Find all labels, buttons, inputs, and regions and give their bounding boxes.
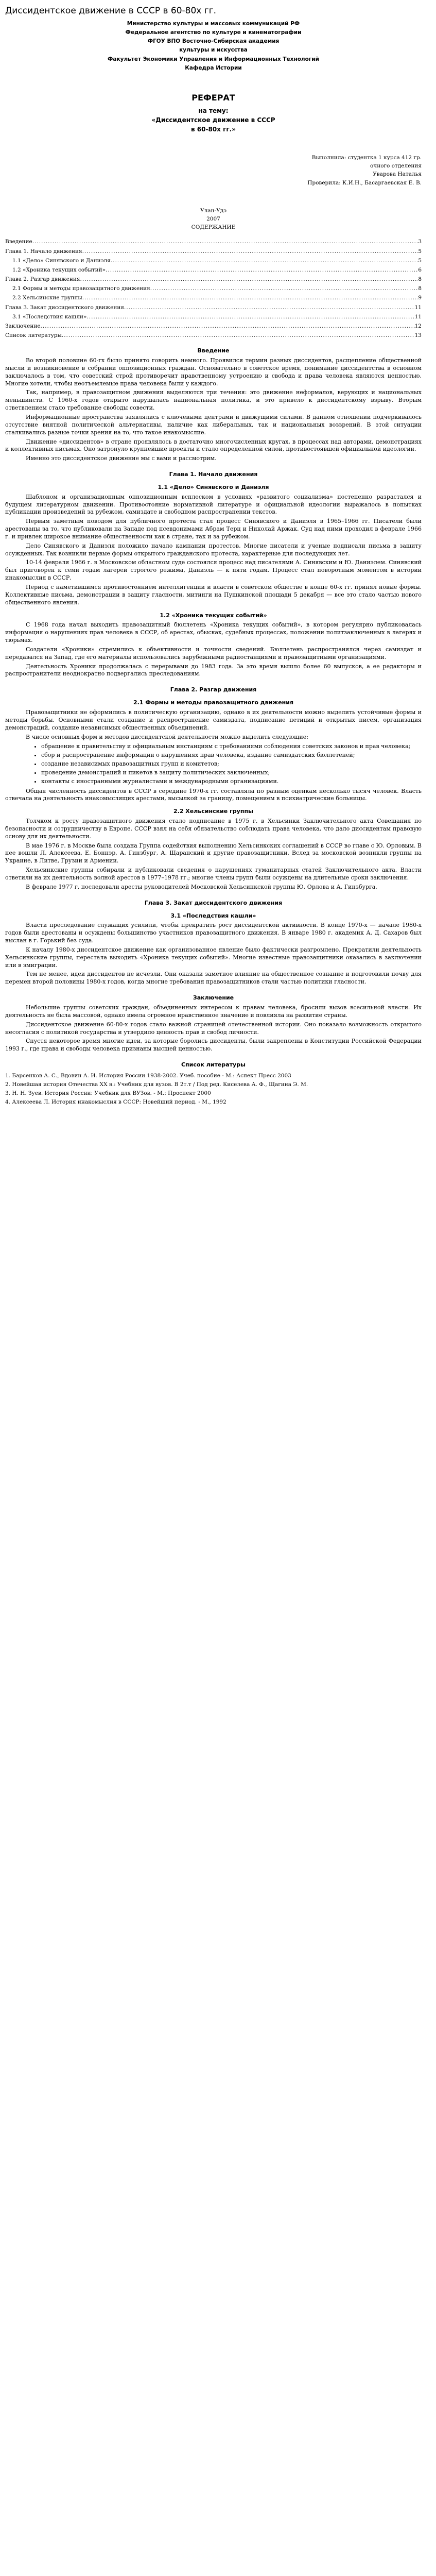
- section-2-2-body: [5, 818, 422, 891]
- bibliography-list: [5, 1072, 422, 1106]
- section-2-1-body: [5, 709, 422, 741]
- paragraph: В феврале 1977 г. последовали аресты руководителей Московской Хельсинкской группы Ю. Орлова и А. Гинзбурга.: [26, 883, 377, 890]
- toc-entry: [5, 276, 422, 283]
- toc-leader-dots: [62, 332, 415, 339]
- paragraph: Спустя некоторое время многие идеи, за которые боролись диссиденты, были закреплены в Конституции Российской Федерации 1993 г., где права и свободы человека признаны высшей ценностью.: [5, 1038, 422, 1053]
- list-item: • контакты с иностранными журналистами и международными организациями.: [41, 778, 422, 786]
- section-1-2-heading: 1.2 «Хроника текущих событий»: [160, 612, 267, 619]
- list-item: • сбор и распространение информации о нарушениях прав человека, издание самиздатских бюллетеней;: [41, 752, 422, 759]
- toc-entry-page: 3: [418, 239, 422, 245]
- paragraph: Хельсинкские группы собирали и публиковали сведения о нарушениях гуманитарных статей Заключительного акта. Власти ответили на их деятельность волной арестов в 1977–1978 гг.; многие члены групп были осуждены на длительные сроки заключения.: [5, 867, 422, 881]
- paragraph: 10-14 февраля 1966 г. в Московском областном суде состоялся процесс над писателями А. Синявским и Ю. Даниэлем. Синявский был приговорен к семи годам лагерей строгого режима, Даниэль — к пяти годам. Процесс стал поворотным моментом в истории инакомыслия в СССР.: [5, 559, 422, 582]
- paragraph: Диссидентское движение 60-80-х годов стало важной страницей отечественной истории. Оно показало возможность открытого несогласия с политикой государства и утвердило ценность прав и свобод личности.: [5, 1021, 422, 1036]
- toc-leader-dots: [124, 304, 415, 311]
- author-block: [5, 154, 422, 187]
- list-item: • создание независимых правозащитных групп и комитетов;: [41, 760, 422, 768]
- section-1-1-body: [5, 494, 422, 607]
- toc-entry-label: Глава 3. Закат диссидентского движения: [5, 304, 125, 311]
- methods-list: [41, 743, 422, 785]
- section-1-2-body: [5, 621, 422, 678]
- section-3-1-heading: 3.1 «Последствия кашли»: [170, 912, 256, 919]
- paragraph: Общая численность диссидентов в СССР в середине 1970-х гг. составляла по разным оценкам несколько тысяч человек. Власть отвечала на деятельность инакомыслящих арестами, высылкой за границу, помещением в психиатрические больницы.: [5, 787, 422, 802]
- toc-entry-label: Глава 1. Начало движения: [5, 248, 82, 255]
- toc-entry-page: 13: [414, 332, 422, 339]
- toc-entry: [5, 266, 422, 274]
- toc-entry-page: 11: [414, 304, 422, 311]
- list-item: • обращение к правительству и официальным инстанциям с требованиями соблюдения советских законов и прав человека;: [41, 743, 422, 751]
- chapter-3-heading: Глава 3. Закат диссидентского движения: [144, 899, 283, 906]
- topic-label: на тему:: [198, 107, 229, 114]
- conclusion-body: [5, 1004, 422, 1053]
- toc-entry: [5, 285, 422, 292]
- paragraph: К началу 1980-х диссидентское движение как организованное явление было фактически разгромлено. Прекратили деятельность Хельсинкские группы, перестала выходить «Хроника текущих событий». Многие известные правозащитники оказались в заключении или в эмиграции.: [5, 946, 422, 969]
- bibliography-heading: Список литературы: [181, 1061, 246, 1069]
- bibliography-item: 3. Н. Н. Зуев. История России: Учебник для ВУЗов. - М.: Проспект 2000: [5, 1090, 211, 1097]
- document-page: [0, 0, 436, 1128]
- paragraph: Движение «диссидентов» в стране проявлялось в достаточно многочисленных кругах, в процессах над авторами, демонстрациях и коллективных письмах. Оно затронуло крупнейшие проекты и стало определенной силой, противостоявшей официальной идеологии.: [5, 438, 422, 453]
- toc-entry-label: Введение: [5, 239, 32, 245]
- paragraph: Именно это диссидентское движение мы с вами и рассмотрим.: [26, 455, 217, 462]
- toc-entry: [5, 294, 422, 301]
- year: 2007: [206, 215, 220, 222]
- bibliography-item: 1. Барсенков А. С., Вдовин А. И. История России 1938-2002. Учеб. пособие - М.: Аспект Пресс 2003: [5, 1072, 291, 1079]
- paragraph: Информационные пространства заявлялись с ключевыми центрами и движущими силами. В данном отношении подчеркивалось отсутствие внятной политической альтернативы, наличие как либеральных, так и национальных воззрений. В этой ситуации сталкивались разные точки зрения на то, что такое инакомыслие.: [5, 413, 422, 436]
- toc-entry-label: Заключение: [5, 323, 41, 329]
- ministry-line: Кафедра Истории: [185, 64, 242, 71]
- intro-body: [5, 357, 422, 463]
- intro-heading: Введение: [197, 347, 230, 354]
- toc-entry: [5, 257, 422, 264]
- paragraph: Период с наметившимся противостоянием интеллигенции и власти в советском обществе в конце 60-х гг. принял новые формы. Коллективные письма, демонстрации в защиту гласности, митинги на Пушкинской площади 5 декабря — все это стало частью нового общественного явления.: [5, 584, 422, 606]
- toc-entry-label: Список литературы: [5, 332, 62, 339]
- toc-entry-page: 5: [418, 248, 422, 255]
- paragraph: Во второй половине 60-гх было принято говорить немного. Проявился термин разных диссидентов, расщепление общественной мысли и возникновение в собрании оппозиционных граждан. Основательно в советское время, понимание диссидентства в основном заключалось в том, что советский строй противоречит нравственному устроению и свобода и права человека являются ценностью. Многие хотели, чтобы неотъемлемые права человека были у каждого.: [5, 357, 422, 387]
- toc-leader-dots: [41, 323, 415, 330]
- section-3-1-body: [5, 922, 422, 986]
- paragraph: Первым заметным поводом для публичного протеста стал процесс Синявского и Даниэля в 1965–1966 гг. Писатели были арестованы за то, что публиковали на Западе под псевдонимами Абрам Терц и Николай Аржак. Суд над ними проходил в феврале 1966 г. и привлек широкое внимание общественности как в стране, так и за рубежом.: [5, 518, 422, 540]
- author-line: Выполнила: студентка 1 курса 412 гр.: [311, 155, 422, 161]
- paragraph: Власти преследование служащих усилили, чтобы прекратить рост диссидентской активности. В конце 1970-х — начале 1980-х годов были арестованы и осуждены большинство участников правозащитного движения. В январе 1980 г. академик А. Д. Сахаров был выслан в г. Горький без суда.: [5, 922, 422, 944]
- referat-title: РЕФЕРАТ: [191, 92, 235, 103]
- toc-entry-label: 2.1 Формы и методы правозащитного движения: [12, 285, 150, 292]
- toc-entry-page: 12: [414, 323, 422, 329]
- title-block: [5, 92, 422, 133]
- toc-leader-dots: [86, 313, 414, 320]
- author-line: Проверила: К.И.Н., Басаргаевская Е. В.: [307, 179, 422, 186]
- ministry-line: ФГОУ ВПО Восточно-Сибирская академия: [147, 38, 280, 45]
- paragraph: Тем не менее, идеи диссидентов не исчезли. Они оказали заметное влияние на общественное сознание и подготовили почву для перемен второй половины 1980-х годов, когда многие требования правозащитников стали частью политики гласности.: [5, 971, 422, 986]
- toc-entry-label: 1.2 «Хроника текущих событий»: [12, 266, 106, 273]
- toc-entry-label: 2.2 Хельсинские группы: [12, 295, 82, 301]
- author-line: очного отделения: [370, 163, 422, 170]
- topic-line: в 60-80х гг.»: [191, 125, 236, 133]
- bibliography-item: 4. Алексеева Л. История инакомыслия в СССР: Новейший период. - М., 1992: [5, 1099, 226, 1106]
- ministry-line: Министерство культуры и массовых коммуникаций РФ: [127, 20, 300, 27]
- toc-entry-page: 5: [418, 257, 422, 264]
- paragraph: Толчком к росту правозащитного движения стало подписание в 1975 г. в Хельсинки Заключительного акта Совещания по безопасности и сотрудничеству в Европе. СССР взял на себя обязательство соблюдать права человека, что дало диссидентам правовую основу для их деятельности.: [5, 818, 422, 840]
- document-header-title: Диссидентское движение в СССР в 60-80х гг.: [5, 6, 217, 16]
- contents-label: СОДЕРЖАНИЕ: [191, 224, 236, 231]
- conclusion-heading: Заключение: [193, 994, 234, 1002]
- toc-entry-page: 11: [414, 313, 422, 320]
- list-item: • проведение демонстраций и пикетов в защиту политических заключенных;: [41, 769, 422, 777]
- city: Улан-Удэ: [200, 207, 226, 214]
- ministry-line: культуры и искусства: [179, 47, 248, 54]
- ministry-line: Федеральное агентство по культуре и кинематографии: [125, 29, 302, 36]
- toc-entry-page: 8: [418, 276, 422, 283]
- section-1-1-heading: 1.1 «Дело» Синявского и Даниэля: [158, 483, 269, 490]
- toc-leader-dots: [150, 285, 418, 292]
- paragraph: Так, например, в правозащитном движении выделяются три течения: это движение неформалов, верующих и национальных меньшинств. С 1960-х годов открыто нарушалась национальная политика, и это привело к диссидентскому взрыву. Вторым ответвлением стало требование свободы совести.: [5, 389, 422, 412]
- toc-leader-dots: [111, 257, 418, 264]
- toc-entry: [5, 304, 422, 311]
- toc-leader-dots: [80, 276, 418, 283]
- table-of-contents: [5, 238, 422, 339]
- ministry-block: [5, 20, 422, 72]
- toc-entry-label: 3.1 «Последствия кашли»: [12, 313, 87, 320]
- paragraph: Дело Синявского и Даниэля положило начало кампании протестов. Многие писатели и ученые подписали письма в защиту осужденных. Так возникли первые формы открытого гражданского протеста, характерные для последующих лет.: [5, 542, 422, 557]
- toc-leader-dots: [32, 238, 418, 245]
- topic-line: «Диссидентское движение в СССР: [151, 116, 275, 124]
- paragraph: В числе основных форм и методов диссидентской деятельности можно выделить следующие:: [26, 733, 308, 740]
- section-2-2-heading: 2.2 Хельсинские группы: [173, 808, 254, 815]
- toc-entry: [5, 323, 422, 330]
- toc-entry: [5, 332, 422, 339]
- toc-entry: [5, 248, 422, 255]
- ministry-line: Факультет Экономики Управления и Информационных Технологий: [107, 56, 320, 62]
- toc-leader-dots: [82, 294, 418, 301]
- toc-leader-dots: [82, 248, 418, 255]
- paragraph: Деятельность Хроники продолжалась с перерывами до 1983 года. За это время вышло более 60 выпусков, а ее редакторы и распространители неоднократно подвергались преследованиям.: [5, 663, 422, 677]
- toc-entry-label: Глава 2. Разгар движения: [5, 276, 80, 283]
- paragraph: В мае 1976 г. в Москве была создана Группа содействия выполнению Хельсинкских соглашений в СССР во главе с Ю. Орловым. В нее вошли Л. Алексеева, Е. Боннэр, А. Гинзбург, А. Щаранский и другие правозащитники. Вслед за московской возникли группы на Украине, в Литве, Грузии и Армении.: [5, 842, 422, 865]
- toc-leader-dots: [106, 266, 418, 274]
- bibliography-item: 2. Новейшая история Отечества ХХ в.: Учебник для вузов. В 2т.т / Под ред. Киселева А. Ф., Щагина Э. М.: [5, 1081, 308, 1088]
- chapter-1-heading: Глава 1. Начало движения: [169, 471, 258, 478]
- paragraph: С 1968 года начал выходить правозащитный бюллетень «Хроника текущих событий», в котором регулярно публиковалась информация о нарушениях прав человека в СССР, об арестах, обысках, судебных процессах, положении политзаключенных в лагерях и тюрьмах.: [5, 621, 422, 644]
- section-2-1-after: [5, 788, 422, 803]
- toc-entry-page: 9: [418, 295, 422, 301]
- paragraph: Шаблоном и организационным оппозиционным всплеском в условиях «развитого социализма» постепенно разрастался и будущем литературном движении. Противостояние нормативной литературе и официальной идеологии выражалось в попытках публикации произведений за рубежом, самиздате и свободном распространении текстов.: [5, 493, 422, 516]
- paragraph: Создатели «Хроники» стремились к объективности и точности сведений. Бюллетень распространялся через самиздат и передавался на Запад, где его материалы использовались зарубежными радиостанциями и правозащитными организациями.: [5, 646, 422, 660]
- author-line: Уварова Наталья: [373, 171, 422, 178]
- paragraph: Небольшие группы советских граждан, объединенных интересом к правам человека, бросили вызов всесильной власти. Их деятельность не была массовой, однако имела огромное нравственное значение и повлияла на развитие страны.: [5, 1004, 422, 1019]
- toc-entry-page: 8: [418, 285, 422, 292]
- city-year-block: [5, 207, 422, 231]
- toc-entry-label: 1.1 «Дело» Синявского и Даниэля: [12, 257, 111, 264]
- toc-entry: [5, 238, 422, 245]
- chapter-2-heading: Глава 2. Разгар движения: [170, 686, 257, 693]
- paragraph: Правозащитники не оформились в политическую организацию, однако в их деятельности можно выделить устойчивые формы и методы борьбы. Основными стали создание и распространение самиздата, подписание петиций и открытых писем, организация демонстраций, создание независимых общественных объединений.: [5, 708, 422, 731]
- toc-entry-page: 6: [418, 266, 422, 273]
- section-2-1-heading: 2.1 Формы и методы правозащитного движения: [133, 699, 294, 706]
- toc-entry: [5, 313, 422, 320]
